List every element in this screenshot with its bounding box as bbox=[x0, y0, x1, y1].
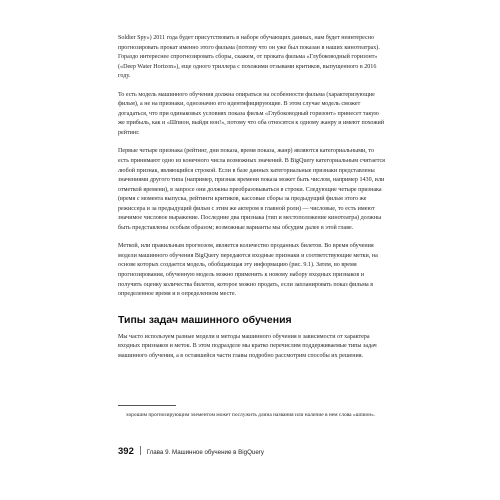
paragraph-4: Меткой, или правильным прогнозом, является количество проданных билетов. Во время обучения модели машинного обучения BigQuery передаются входные признаки и соответствующие метки, на основе которых создается модель, обобщающая эту информацию (рис. 9.1). Затем, во время прогнозирования, обученную модель можно применить к новому набору входных признаков и получить оценку количества билетов, которое можно продать, если запланировать показ фильма в определенное время и в определенном месте. bbox=[118, 243, 378, 298]
paragraph-2: То есть модель машинного обучения должна опираться на особенности фильма (характеризующие фильм), а не на признаки, однозначно его идентифицирующие. В этом случае модель сможет догадаться, что при одинаковых условиях показа фильм «Глубоководный горизонт» принесет такую же прибыль, как и «Шпион, выйди вон!», потому что оба относятся к одному жанру и имеют похожий рейтинг. bbox=[118, 91, 385, 136]
page-number: 392 bbox=[118, 446, 134, 457]
running-title: Глава 9. Машинное обучение в BigQuery bbox=[146, 449, 264, 456]
page-footer bbox=[118, 445, 386, 457]
main-text-column bbox=[118, 34, 386, 370]
paragraph-1: Soldier Spy») 2011 года будет присутствовать в наборе обучающих данных, нам будет неинтересно прогнозировать прокат именно этого фильма (потому что он уже был показан в наших кинотеатрах). Гораздо интереснее спрогнозировать сборы, скажем, от проката фильма «Глубоководный горизонт» («Deep Water Horizon»), еще одного триллера с похожими отзывами критиков, выпущенного в 2016 году. bbox=[118, 35, 380, 80]
section-heading: Типы задач машинного обучения bbox=[118, 313, 292, 326]
footer-divider bbox=[140, 446, 141, 455]
footnote: хорошим прогнозирующим элементом может послужить длина названия или наличие в нем слова «шпион». bbox=[126, 412, 376, 418]
footnote-divider bbox=[118, 405, 176, 406]
paragraph-3: Первые четыре признака (рейтинг, дни показа, время показа, жанр) являются категориальными, то есть принимают одно из конечного числа возможных значений. В BigQuery категориальным считается любой признак, являющийся строкой. Если в базе данных категориальные признаки представлены значениями другого типа (например, признак времени показа может быть числом, например 1430, или отметкой времени), в запросе они должны преобразовываться в строки. Следующие четыре признака (время с момента выпуска, рейтинги критиков, кассовые сборы за предыдущий фильм этого же режиссера и за предыдущий фильм с этим же актером в главной роли) — числовые, то есть имеют значимое числовое выражение. Последние два признака (тип и местоположение кинотеатра) должны быть представлены особым образом; возможные варианты мы обсудим далее в этой главе. bbox=[118, 148, 385, 231]
section-paragraph: Мы часто используем разные модели и методы машинного обучения в зависимости от характера входных признаков и меток. В этом подразделе мы кратко перечислим поддерживаемые типы задач машинного обучения, а в оставшейся части главы подробно рассмотрим способы их решения. bbox=[118, 333, 377, 359]
